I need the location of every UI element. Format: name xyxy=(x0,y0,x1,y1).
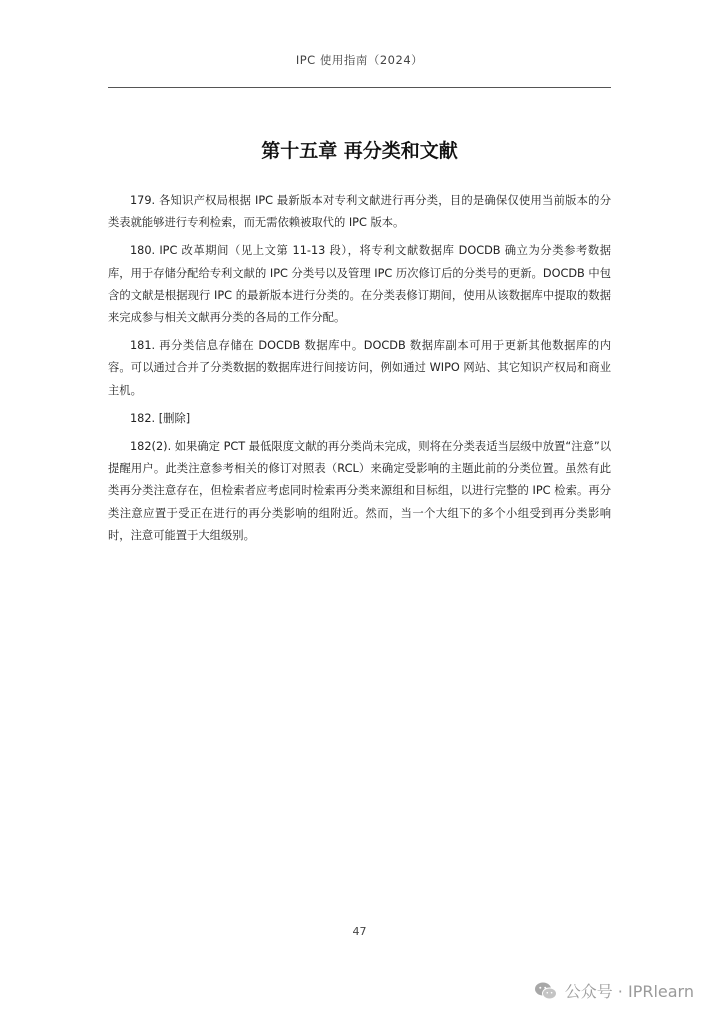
watermark xyxy=(534,979,694,1002)
chapter-title: 第十五章 再分类和文献 xyxy=(261,140,458,162)
header-divider xyxy=(108,87,611,88)
paragraph-179: 179. 各知识产权局根据 IPC 最新版本对专利文献进行再分类，目的是确保仅使用当前版本的分类表就能够进行专利检索，而无需依赖被取代的 IPC 版本。 xyxy=(108,194,611,230)
wechat-icon xyxy=(534,981,558,1001)
running-header: IPC 使用指南（2024） xyxy=(295,53,424,67)
paragraph-182: 182. [删除] xyxy=(130,411,191,425)
paragraph-181: 181. 再分类信息存储在 DOCDB 数据库中。DOCDB 数据库副本可用于更新其他数据库的内容。可以通过合并了分类数据的数据库进行间接访问，例如通过 WIPO 网站、其它知识产权局和商业主机。 xyxy=(108,339,611,397)
paragraph-180: 180. IPC 改革期间（见上文第 11-13 段），将专利文献数据库 DOCDB 确立为分类参考数据库，用于存储分配给专利文献的 IPC 分类号以及管理 IPC 历次修订后的分类号的更新。DOCDB 中包含的文献是根据现行 IPC 的最新版本进行分类的。在分类表修订期间，使用从该数据库中提取的数据来完成参与相关文献再分类的各局的工作分配。 xyxy=(108,244,611,325)
paragraph-182-2: 182(2). 如果确定 PCT 最低限度文献的再分类尚未完成，则将在分类表适当层级中放置“注意”以提醒用户。此类注意参考相关的修订对照表（RCL）来确定受影响的主题此前的分类位置。虽然有此类再分类注意存在，但检索者应考虑同时检索再分类来源组和目标组，以进行完整的 IPC 检索。再分类注意应置于受正在进行的再分类影响的组附近。然而，当一个大组下的多个小组受到再分类影响时，注意可能置于大组级别。 xyxy=(108,440,611,542)
body-text xyxy=(108,190,611,553)
watermark-text: 公众号 · IPRlearn xyxy=(564,982,694,1001)
page-number: 47 xyxy=(352,925,367,938)
